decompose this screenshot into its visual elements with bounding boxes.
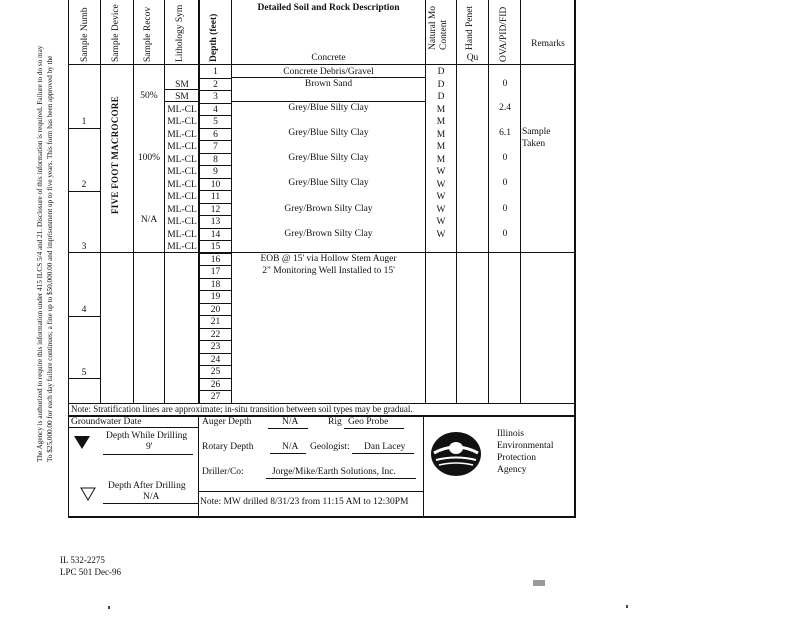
header-depth: Depth (feet) <box>209 13 219 62</box>
moisture-cell: M <box>436 142 446 152</box>
driller-value: Jorge/Mike/Earth Solutions, Inc. <box>272 467 396 477</box>
depth-row-line <box>199 153 232 154</box>
header-description: Detailed Soil and Rock Description <box>257 3 400 13</box>
header-lithology: Lithology Sym <box>175 4 185 62</box>
lithology-cell: ML-CL <box>167 217 197 227</box>
ova-depth-4: 2.4 <box>499 103 511 113</box>
depth-after-drilling-value: N/A <box>143 492 160 502</box>
depth-cell: 13 <box>210 217 221 227</box>
desc-depth-14: Grey/Brown Silty Clay <box>284 229 373 239</box>
form-id: IL 532-2275 <box>60 555 105 565</box>
concrete-label: Concrete <box>311 53 346 63</box>
depth-row-line <box>199 103 232 104</box>
triangle-filled-icon <box>74 436 90 450</box>
depth-row-line <box>199 390 232 391</box>
depth-row-line <box>199 78 232 79</box>
header-moisture: Natural Mo Content <box>428 5 449 50</box>
ova-depth-8: 0 <box>502 153 508 163</box>
lithology-cell: ML-CL <box>167 167 197 177</box>
depth-row-line <box>199 115 232 116</box>
legal-note-line2: To $25,000.00 for each day failure continues; a fine up to $50,000.00 and imprisonment up to five years. This form has been approved by the <box>46 55 54 462</box>
auger-depth-label: Auger Depth <box>202 417 252 427</box>
ova-depth-12: 0 <box>502 204 508 214</box>
form-revision: LPC 501 Dec-96 <box>60 567 121 577</box>
depth-cell: 20 <box>210 305 221 315</box>
legal-note-line1: The Agency is authorized to require this information under 415 ILCS 5/4 and 21. Disclosure of this information is required. Failure to do so may <box>36 45 44 462</box>
lithology-cell: ML-CL <box>167 155 197 165</box>
depth-cell: 2 <box>213 80 218 90</box>
moisture-cell: W <box>436 217 446 227</box>
sample-number-1: 1 <box>81 117 87 127</box>
moisture-cell: D <box>437 80 445 90</box>
depth-cell: 21 <box>210 317 221 327</box>
remarks-line1: Sample <box>522 127 551 137</box>
lithology-cell: ML-CL <box>167 192 197 202</box>
recovery-1: 50% <box>140 91 158 101</box>
lithology-cell: ML-CL <box>167 117 197 127</box>
lithology-cell: ML-CL <box>167 242 197 252</box>
sample-number-5: 5 <box>81 368 87 378</box>
sample-number-4: 4 <box>81 305 87 315</box>
header-remarks: Remarks <box>531 39 565 49</box>
depth-row-line <box>199 203 232 204</box>
rotary-depth-value: N/A <box>282 442 299 452</box>
sample-number-2: 2 <box>81 180 87 190</box>
ova-depth-2: 0 <box>502 79 508 89</box>
depth-cell: 9 <box>213 167 218 177</box>
depth-cell: 12 <box>210 205 221 215</box>
depth-while-drilling-value: 9' <box>146 442 153 452</box>
scan-artifact <box>533 580 545 586</box>
depth-row-line <box>199 178 232 179</box>
depth-row-line <box>199 90 232 91</box>
sample-device-label: FIVE FOOT MACROCORE <box>110 95 120 214</box>
ova-depth-14: 0 <box>502 229 508 239</box>
desc-eob-line2: 2" Monitoring Well Installed to 15' <box>262 266 395 276</box>
depth-cell: 25 <box>210 367 221 377</box>
lithology-cell: ML-CL <box>167 142 197 152</box>
depth-cell: 24 <box>210 355 221 365</box>
desc-eob-line1: EOB @ 15' via Hollow Stem Auger <box>260 254 397 264</box>
lithology-cell: ML-CL <box>167 180 197 190</box>
depth-row-line <box>199 378 232 379</box>
ova-depth-6: 6.1 <box>499 128 511 138</box>
geologist-label: Geologist: <box>310 442 350 452</box>
depth-row-line <box>199 165 232 166</box>
depth-row-line <box>199 278 232 279</box>
rig-value: Geo Probe <box>348 417 389 427</box>
header-sample-number: Sample Numb <box>80 7 90 62</box>
header-ova: OVA/PID/FID <box>499 6 509 62</box>
depth-cell: 15 <box>210 242 221 252</box>
triangle-outline-icon <box>80 487 96 501</box>
lithology-cell: SM <box>175 80 189 90</box>
agency-name-line1: Illinois <box>497 429 524 439</box>
scan-speck <box>108 606 110 609</box>
depth-row-line <box>199 215 232 216</box>
depth-cell: 6 <box>213 130 218 140</box>
depth-cell: 5 <box>213 117 218 127</box>
depth-row-line <box>199 140 232 141</box>
moisture-cell: M <box>436 105 446 115</box>
geologist-value: Dan Lacey <box>364 442 406 452</box>
depth-cell: 19 <box>210 292 221 302</box>
depth-row-line <box>199 228 232 229</box>
header-sample-recovery: Sample Recov <box>143 6 153 62</box>
depth-row-line <box>199 240 232 241</box>
depth-row-line <box>199 303 232 304</box>
stratification-note: Note: Stratification lines are approximate; in-situ transition between soil types may be gradual. <box>71 404 413 414</box>
desc-depth-12: Grey/Brown Silty Clay <box>284 204 373 214</box>
depth-row-line <box>199 328 232 329</box>
depth-row-line <box>199 340 232 341</box>
moisture-cell: D <box>437 67 445 77</box>
agency-name-line4: Agency <box>497 465 527 475</box>
depth-cell: 22 <box>210 330 221 340</box>
moisture-cell: W <box>436 180 446 190</box>
depth-cell: 18 <box>210 280 221 290</box>
moisture-cell: W <box>436 192 446 202</box>
desc-depth-4: Grey/Blue Silty Clay <box>288 103 369 113</box>
header-qu: Qu <box>466 53 479 63</box>
lithology-cell: ML-CL <box>167 130 197 140</box>
depth-while-drilling-label: Depth While Drilling <box>106 431 188 441</box>
lithology-cell: SM <box>175 92 189 102</box>
depth-cell: 10 <box>210 180 221 190</box>
depth-cell: 1 <box>213 67 218 77</box>
remarks-line2: Taken <box>522 139 546 149</box>
depth-cell: 7 <box>213 142 218 152</box>
depth-row-line <box>199 265 232 266</box>
depth-cell: 26 <box>210 380 221 390</box>
depth-row-line <box>199 353 232 354</box>
lithology-cell: ML-CL <box>167 105 197 115</box>
moisture-cell: M <box>436 117 446 127</box>
moisture-cell: M <box>436 130 446 140</box>
depth-cell: 27 <box>210 392 221 402</box>
driller-label: Driller/Co: <box>202 467 244 477</box>
lithology-cell: ML-CL <box>167 230 197 240</box>
depth-cell: 4 <box>213 105 218 115</box>
depth-cell: 8 <box>213 155 218 165</box>
depth-cell: 14 <box>210 230 221 240</box>
depth-row-line <box>199 315 232 316</box>
depth-cell: 23 <box>210 342 221 352</box>
recovery-3: N/A <box>140 215 158 225</box>
depth-cell: 17 <box>210 267 221 277</box>
depth-cell: 16 <box>210 255 221 265</box>
scan-speck <box>626 605 628 608</box>
depth-row-line <box>199 128 232 129</box>
moisture-cell: W <box>436 167 446 177</box>
desc-depth-1: Concrete Debris/Gravel <box>283 67 374 77</box>
desc-depth-2: Brown Sand <box>304 79 353 89</box>
header-sample-device: Sample Device <box>111 4 121 62</box>
recovery-2: 100% <box>137 153 161 163</box>
depth-cell: 3 <box>213 92 218 102</box>
rig-label: Rig <box>328 417 342 427</box>
depth-row-line <box>199 253 232 254</box>
depth-row-line <box>199 290 232 291</box>
desc-depth-10: Grey/Blue Silty Clay <box>288 178 369 188</box>
sample-number-3: 3 <box>81 242 87 252</box>
header-hand-penetrometer: Hand Penet <box>465 5 475 50</box>
rotary-depth-label: Rotary Depth <box>202 442 254 452</box>
depth-cell: 11 <box>210 192 221 202</box>
auger-depth-value: N/A <box>282 417 299 427</box>
depth-row-line <box>199 190 232 191</box>
desc-depth-8: Grey/Blue Silty Clay <box>288 153 369 163</box>
moisture-cell: W <box>436 205 446 215</box>
agency-name-line2: Environmental <box>497 441 554 451</box>
moisture-cell: W <box>436 230 446 240</box>
depth-after-drilling-label: Depth After Drilling <box>108 481 186 491</box>
agency-name-line3: Protection <box>497 453 537 463</box>
depth-row-line <box>199 365 232 366</box>
lithology-cell: ML-CL <box>167 205 197 215</box>
ova-depth-10: 0 <box>502 178 508 188</box>
moisture-cell: M <box>436 155 446 165</box>
drilling-note: Note: MW drilled 8/31/23 from 11:15 AM to 12:30PM <box>200 497 409 507</box>
illinois-epa-logo <box>430 431 482 477</box>
desc-depth-6: Grey/Blue Silty Clay <box>288 128 369 138</box>
moisture-cell: D <box>437 92 445 102</box>
groundwater-title: Groundwater Date <box>71 417 142 427</box>
